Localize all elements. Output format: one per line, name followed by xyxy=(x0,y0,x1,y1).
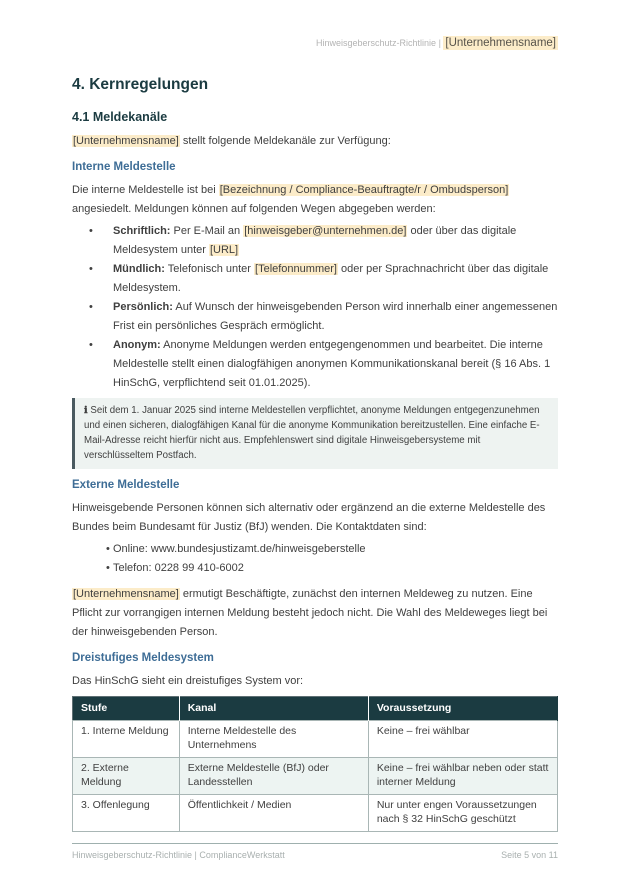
table-row xyxy=(73,795,558,832)
section-heading: 4. Kernregelungen xyxy=(72,76,209,93)
externe-bullet-list xyxy=(72,540,558,578)
footer-doc-label: Hinweisgeberschutz-Richtlinie | ComplianceWerkstatt xyxy=(72,850,285,860)
list-item: • Schriftlich: Per E-Mail an [hinweisgeber@unternehmen.de] oder über das digitale Meldesystem unter [URL] xyxy=(72,222,558,260)
page-header xyxy=(72,34,558,52)
table-header-voraussetzung: Voraussetzung xyxy=(368,697,557,721)
subsection-heading: 4.1 Meldekanäle xyxy=(72,110,168,124)
interne-bullet-list xyxy=(72,222,558,393)
header-company-placeholder: [Unternehmensname] xyxy=(445,37,556,49)
table-header-row xyxy=(73,697,558,721)
footer-page-number: Seite 5 von 11 xyxy=(501,850,558,860)
table-cell: Externe Meldestelle (BfJ) oder Landesstellen xyxy=(179,758,368,795)
table-header-kanal: Kanal xyxy=(179,697,368,721)
list-item: • Persönlich: Auf Wunsch der hinweisgebenden Person wird innerhalb einer angemessenen Frist ein persönliches Gespräch ermöglicht. xyxy=(72,298,558,336)
interne-paragraph: Die interne Meldestelle ist bei [Bezeichnung / Compliance-Beauftragte/r / Ombudsperson] angesiedelt. Meldungen können auf folgenden Wegen abgegeben werden: xyxy=(72,184,509,215)
table-cell: Interne Meldestelle des Unternehmens xyxy=(179,721,368,758)
page-footer xyxy=(72,843,558,861)
table-row xyxy=(73,721,558,758)
list-item: • Telefon: 0228 99 410-6002 xyxy=(72,559,558,578)
externe-paragraph: Hinweisgebende Personen können sich alternativ oder ergänzend an die externe Meldestelle des Bundes beim Bundesamt für Justiz (BfJ) wenden. Die Kontaktdaten sind: xyxy=(72,502,546,533)
header-doc-label: Hinweisgeberschutz-Richtlinie | xyxy=(316,38,444,48)
table-head xyxy=(73,697,558,721)
dreistufig-paragraph: Das HinSchG sieht ein dreistufiges System vor: xyxy=(72,675,304,687)
dreistufiges-meldesystem-heading: Dreistufiges Meldesystem xyxy=(72,652,214,664)
table-cell: Nur unter engen Voraussetzungen nach § 32 HinSchG geschützt xyxy=(368,795,557,832)
table-cell: 3. Offenlegung xyxy=(73,795,180,832)
info-callout-box: ℹ Seit dem 1. Januar 2025 sind interne Meldestellen verpflichtet, anonyme Meldungen entgegenzunehmen und einen sicheren, dialogfähigen Kanal für die anonyme Kommunikation bereitzustellen. Eine einfache E-Mail-Adresse reicht hierfür nicht aus. Empfehlenswert sind digitale Hinweisgebersysteme mit verschlüsseltem Postfach. xyxy=(72,398,558,469)
list-item: • Anonym: Anonyme Meldungen werden entgegengenommen und bearbeitet. Die interne Meldestelle stellt einen dialogfähigen anonymen Kommunikationskanal bereit (§ 16 Abs. 1 HinSchG, verpflichtend seit 01.01.2025). xyxy=(72,336,558,393)
externe-meldestelle-heading: Externe Meldestelle xyxy=(72,479,180,491)
interne-meldestelle-heading: Interne Meldestelle xyxy=(72,161,176,173)
table-cell: 2. Externe Meldung xyxy=(73,758,180,795)
table-body xyxy=(73,721,558,832)
table-cell: Öffentlichkeit / Medien xyxy=(179,795,368,832)
list-item: • Mündlich: Telefonisch unter [Telefonnummer] oder per Sprachnachricht über das digitale Meldesystem. xyxy=(72,260,558,298)
table-cell: Keine – frei wählbar neben oder statt interner Meldung xyxy=(368,758,557,795)
list-item: • Online: www.bundesjustizamt.de/hinweisgeberstelle xyxy=(72,540,558,559)
choice-paragraph: [Unternehmensname] ermutigt Beschäftigte, zunächst den internen Meldeweg zu nutzen. Eine Pflicht zur vorrangigen internen Meldung besteht jedoch nicht. Die Wahl des Meldeweges liegt bei der hinweisgebenden Person. xyxy=(72,588,548,638)
table-row xyxy=(73,758,558,795)
meldesystem-table xyxy=(72,696,558,832)
table-cell: 1. Interne Meldung xyxy=(73,721,180,758)
table-cell: Keine – frei wählbar xyxy=(368,721,557,758)
intro-paragraph: [Unternehmensname] stellt folgende Meldekanäle zur Verfügung: xyxy=(73,135,391,147)
table-header-stufe: Stufe xyxy=(73,697,180,721)
